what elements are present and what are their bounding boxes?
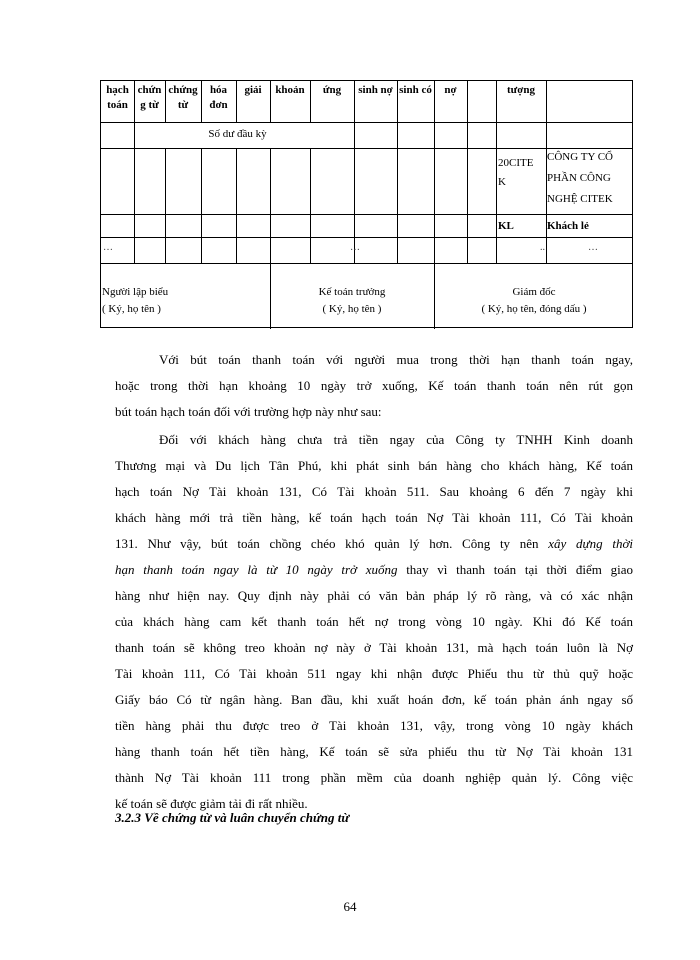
ellipsis-last: … xyxy=(588,242,598,253)
header-col-10: nợ xyxy=(444,84,457,96)
header-col-5: giải xyxy=(244,84,262,96)
page-number: 64 xyxy=(343,899,357,914)
signature-chief-accountant: Kế toán trưởng ( Ký, họ tên ) xyxy=(318,286,386,315)
header-col-4: hóa đơn xyxy=(209,84,228,111)
retail-code: KL xyxy=(498,220,514,232)
text-line: Thương mại và Du lịch Tân Phú, khi phát sinh bán hàng cho khách hàng, Kế toán xyxy=(115,458,633,473)
text-line: kế toán sẽ được giảm tải đi rất nhiều. xyxy=(115,796,308,811)
ellipsis-second-last: .. xyxy=(540,242,545,253)
opening-balance-label: Số dư đầu kỳ xyxy=(208,128,267,140)
text-line-mixed: 131. Như vậy, bút toán chồng chéo khó quản lý hơn. Công ty nên xây dựng thời xyxy=(115,536,633,551)
text-line: khách hàng mới trả tiền hàng, kế toán hạch toán Nợ Tài khoản 111, Có Tài khoản xyxy=(115,510,633,525)
column-divider xyxy=(201,148,202,263)
ellipsis-middle: … xyxy=(350,242,360,253)
section-heading: 3.2.3 Về chứng từ và luân chuyển chứng từ xyxy=(115,810,350,825)
text-line: hạch toán Nợ Tài khoản 131, Có Tài khoản 511. Sau khoảng 6 đến 7 ngày khi xyxy=(115,484,633,499)
company-name: CÔNG TY CỔ PHẦN CÔNG NGHỆ CITEK xyxy=(547,151,614,205)
text-line: Giấy báo Có từ ngân hàng. Ban đầu, khi xuất hoán đơn, kế toán phản ánh ngay số xyxy=(115,692,633,707)
retail-name: Khách lẻ xyxy=(547,220,589,232)
header-col-9: sinh có xyxy=(399,84,432,96)
row-divider xyxy=(101,237,632,238)
column-divider xyxy=(270,148,271,263)
text-line: thanh toán sẽ không treo khoản nợ này ở Tài khoản 131, mà hạch toán luôn là Nợ xyxy=(115,640,633,655)
ledger-table xyxy=(100,80,633,328)
signature-director: Giám đốc ( Ký, họ tên, đóng dấu ) xyxy=(481,286,587,315)
text-line: thành Nợ Tài khoản 111 trong phần mềm của doanh nghiệp quản lý. Công việc xyxy=(115,770,633,785)
ellipsis-first: … xyxy=(103,242,113,253)
row-divider xyxy=(101,122,632,123)
paragraph-tan-phu xyxy=(115,427,633,817)
header-col-1: hạch toán xyxy=(106,84,129,111)
header-col-3: chứng từ xyxy=(168,84,198,111)
text-line: hoặc trong thời hạn khoảng 10 ngày trở xuống, Kế toán thanh toán nên rút gọn xyxy=(115,378,633,393)
row-divider xyxy=(101,214,632,215)
column-divider xyxy=(397,81,398,263)
column-divider xyxy=(165,148,166,263)
text-line: bút toán hạch toán đối với trường hợp này như sau: xyxy=(115,404,382,419)
text-line: Với bút toán thanh toán với người mua trong thời hạn thanh toán ngay, xyxy=(159,352,633,367)
text-line: Đối với khách hàng chưa trả tiền ngay của Công ty TNHH Kinh doanh xyxy=(159,432,633,447)
signature-preparer: Người lập biểu ( Ký, họ tên ) xyxy=(102,286,169,315)
text-line: hàng như hiện nay. Quy định này phải có văn bản pháp lý rõ ràng, và có xác nhận xyxy=(115,588,633,603)
header-col-6: khoản xyxy=(275,84,305,96)
column-divider xyxy=(496,81,497,263)
paragraph-payment-term xyxy=(115,347,633,425)
text-line: Tài khoản 111, Có Tài khoản 511 ngay khi nhận được Phiếu thu từ thủ quỹ hoặc xyxy=(115,666,633,681)
text-line: hàng thanh toán hết tiền hàng, Kế toán sẽ sửa phiếu thu từ Nợ Tài khoản 131 xyxy=(115,744,633,759)
company-code: 20CITE K xyxy=(498,157,534,188)
text-line: tiền hàng phải thu được treo ở Tài khoản 131, vậy, trong vòng 10 ngày khách xyxy=(115,718,633,733)
row-divider xyxy=(101,263,632,264)
header-col-13: tượng xyxy=(507,84,535,96)
column-divider xyxy=(236,148,237,263)
text-line-mixed: hạn thanh toán ngay là từ 10 ngày trở xuống thay vì thanh toán tại thời điểm giao xyxy=(115,562,633,577)
text-line: của khách hàng cam kết thanh toán hết nợ trong vòng 10 ngày. Khi đó Kế toán xyxy=(115,614,633,629)
header-col-8: sinh nợ xyxy=(358,84,393,96)
column-divider xyxy=(310,148,311,263)
header-col-2: chứn g từ xyxy=(137,84,162,111)
column-divider xyxy=(467,81,468,263)
header-col-7: ứng xyxy=(322,84,342,96)
column-divider xyxy=(354,81,355,263)
